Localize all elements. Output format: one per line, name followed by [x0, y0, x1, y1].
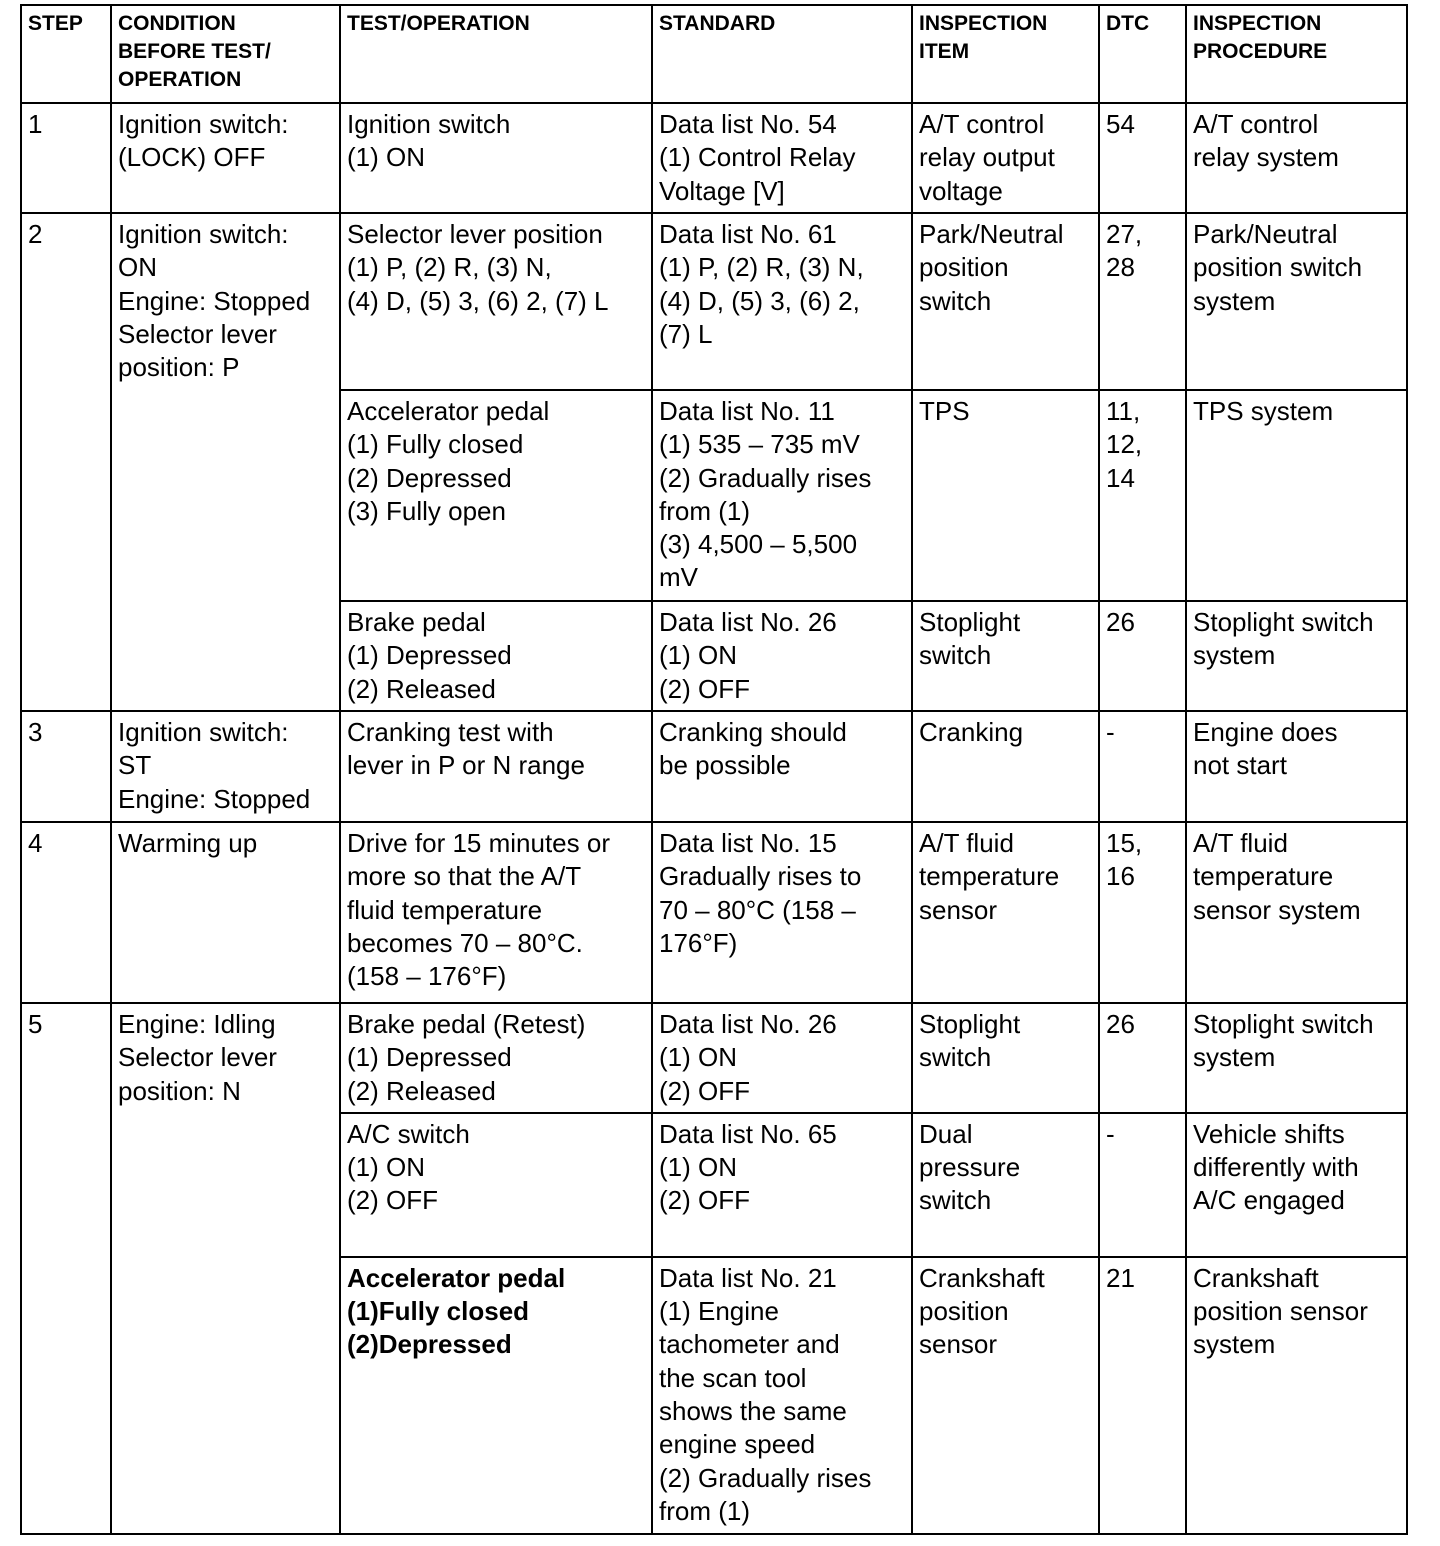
header-step: STEP: [21, 5, 111, 103]
dtc-cell: 26: [1099, 601, 1186, 711]
header-row: [21, 5, 1407, 103]
condition-cell: Ignition switch: ST Engine: Stopped: [111, 711, 340, 822]
procedure-cell: Crankshaft position sensor system: [1186, 1257, 1407, 1534]
dtc-cell: -: [1099, 711, 1186, 822]
header-dtc: DTC: [1099, 5, 1186, 103]
inspection-item-cell: Crankshaft position sensor: [912, 1257, 1099, 1534]
standard-cell: Data list No. 61 (1) P, (2) R, (3) N, (4) D, (5) 3, (6) 2, (7) L: [652, 213, 912, 390]
step-cell: 2: [21, 213, 111, 711]
table-row: [21, 1003, 1407, 1113]
inspection-item-cell: Stoplight switch: [912, 1003, 1099, 1113]
standard-cell: Cranking should be possible: [652, 711, 912, 822]
test-cell: Selector lever position (1) P, (2) R, (3) N, (4) D, (5) 3, (6) 2, (7) L: [340, 213, 652, 390]
inspection-table: [20, 4, 1408, 1535]
header-test-operation: TEST/OPERATION: [340, 5, 652, 103]
dtc-cell: 54: [1099, 103, 1186, 213]
step-cell: 4: [21, 822, 111, 1003]
procedure-cell: Vehicle shifts differently with A/C engaged: [1186, 1113, 1407, 1257]
condition-cell: Engine: Idling Selector lever position: N: [111, 1003, 340, 1534]
procedure-cell: Park/Neutral position switch system: [1186, 213, 1407, 390]
procedure-cell: Stoplight switch system: [1186, 1003, 1407, 1113]
dtc-cell: 15, 16: [1099, 822, 1186, 1003]
table-row: [21, 213, 1407, 390]
condition-cell: Ignition switch: ON Engine: Stopped Selector lever position: P: [111, 213, 340, 711]
test-cell: Accelerator pedal (1)Fully closed (2)Depressed: [340, 1257, 652, 1534]
header-inspection-item: INSPECTION ITEM: [912, 5, 1099, 103]
condition-cell: Ignition switch: (LOCK) OFF: [111, 103, 340, 213]
test-cell: Drive for 15 minutes or more so that the A/T fluid temperature becomes 70 – 80°C. (158 – 176°F): [340, 822, 652, 1003]
step-cell: 1: [21, 103, 111, 213]
test-cell: Ignition switch (1) ON: [340, 103, 652, 213]
inspection-item-cell: TPS: [912, 390, 1099, 601]
dtc-cell: 27, 28: [1099, 213, 1186, 390]
test-cell: A/C switch (1) ON (2) OFF: [340, 1113, 652, 1257]
condition-cell: Warming up: [111, 822, 340, 1003]
standard-cell: Data list No. 26 (1) ON (2) OFF: [652, 1003, 912, 1113]
header-standard: STANDARD: [652, 5, 912, 103]
procedure-cell: Engine does not start: [1186, 711, 1407, 822]
dtc-cell: 26: [1099, 1003, 1186, 1113]
test-cell: Brake pedal (1) Depressed (2) Released: [340, 601, 652, 711]
step-cell: 3: [21, 711, 111, 822]
table-row: [21, 711, 1407, 822]
table-row: [21, 822, 1407, 1003]
procedure-cell: Stoplight switch system: [1186, 601, 1407, 711]
inspection-item-cell: Dual pressure switch: [912, 1113, 1099, 1257]
standard-cell: Data list No. 11 (1) 535 – 735 mV (2) Gradually rises from (1) (3) 4,500 – 5,500 mV: [652, 390, 912, 601]
inspection-item-cell: A/T fluid temperature sensor: [912, 822, 1099, 1003]
standard-cell: Data list No. 21 (1) Engine tachometer and the scan tool shows the same engine speed (2) Gradually rises from (1): [652, 1257, 912, 1534]
header-condition: CONDITION BEFORE TEST/ OPERATION: [111, 5, 340, 103]
header-inspection-procedure: INSPECTION PROCEDURE: [1186, 5, 1407, 103]
test-cell: Cranking test with lever in P or N range: [340, 711, 652, 822]
standard-cell: Data list No. 15 Gradually rises to 70 – 80°C (158 – 176°F): [652, 822, 912, 1003]
inspection-item-cell: Park/Neutral position switch: [912, 213, 1099, 390]
dtc-cell: -: [1099, 1113, 1186, 1257]
step-cell: 5: [21, 1003, 111, 1534]
test-cell: Brake pedal (Retest) (1) Depressed (2) Released: [340, 1003, 652, 1113]
standard-cell: Data list No. 54 (1) Control Relay Voltage [V]: [652, 103, 912, 213]
dtc-cell: 21: [1099, 1257, 1186, 1534]
procedure-cell: TPS system: [1186, 390, 1407, 601]
procedure-cell: A/T fluid temperature sensor system: [1186, 822, 1407, 1003]
test-cell: Accelerator pedal (1) Fully closed (2) Depressed (3) Fully open: [340, 390, 652, 601]
inspection-item-cell: Cranking: [912, 711, 1099, 822]
inspection-item-cell: A/T control relay output voltage: [912, 103, 1099, 213]
inspection-item-cell: Stoplight switch: [912, 601, 1099, 711]
table-row: [21, 103, 1407, 213]
procedure-cell: A/T control relay system: [1186, 103, 1407, 213]
standard-cell: Data list No. 26 (1) ON (2) OFF: [652, 601, 912, 711]
standard-cell: Data list No. 65 (1) ON (2) OFF: [652, 1113, 912, 1257]
dtc-cell: 11, 12, 14: [1099, 390, 1186, 601]
